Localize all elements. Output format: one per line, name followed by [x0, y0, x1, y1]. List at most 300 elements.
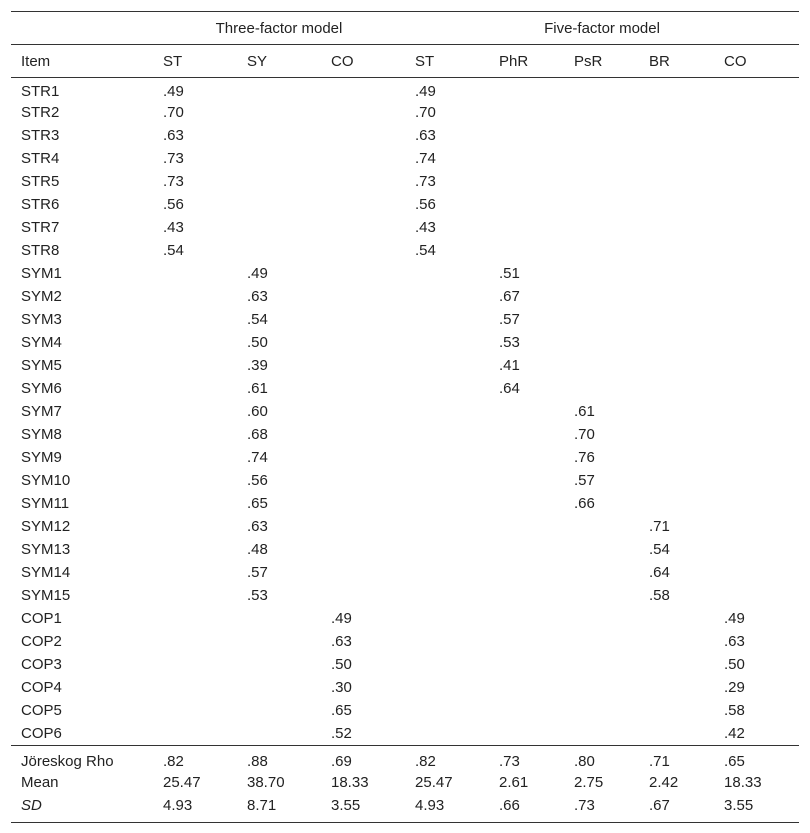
loading-cell	[405, 699, 489, 722]
loading-cell	[639, 400, 714, 423]
loading-cell	[639, 630, 714, 653]
loading-cell	[639, 699, 714, 722]
loading-cell	[405, 469, 489, 492]
column-header-five-st: ST	[415, 52, 435, 70]
loading-cell	[714, 285, 799, 308]
loading-cell	[714, 446, 799, 469]
group-header-row	[11, 12, 799, 45]
loading-cell: .52	[331, 725, 352, 742]
loading-cell	[714, 216, 799, 239]
loading-cell: .70	[574, 426, 595, 443]
table-row	[11, 515, 799, 538]
table-row	[11, 331, 799, 354]
loading-cell: .73	[163, 173, 184, 190]
loading-cell: .54	[163, 242, 184, 259]
loading-cell: .71	[649, 518, 670, 535]
loading-cell	[564, 377, 639, 400]
loading-cell: .57	[574, 472, 595, 489]
table-row	[11, 262, 799, 285]
loading-cell	[489, 515, 564, 538]
item-label-cell: COP3	[21, 656, 62, 673]
stat-value-cell: 4.93	[163, 797, 193, 814]
loading-cell	[714, 423, 799, 446]
loading-cell	[321, 446, 405, 469]
loading-cell: .63	[724, 633, 745, 650]
loading-cell	[321, 101, 405, 124]
loading-cell	[489, 216, 564, 239]
loading-cell: .43	[163, 219, 184, 236]
stat-value-cell: .65	[724, 752, 745, 770]
loading-cell	[405, 630, 489, 653]
loading-cell	[321, 492, 405, 515]
loading-cell	[489, 630, 564, 653]
table-row	[11, 400, 799, 423]
group-header-blank	[11, 12, 153, 45]
table-row	[11, 722, 799, 746]
loading-cell	[489, 584, 564, 607]
group-header-five-factor: Five-factor model	[544, 19, 660, 37]
loading-cell	[489, 676, 564, 699]
loading-cell	[564, 515, 639, 538]
stat-value-cell: .67	[649, 797, 670, 814]
loading-cell	[321, 308, 405, 331]
loading-cell	[489, 170, 564, 193]
loading-cell	[714, 515, 799, 538]
loading-cell	[639, 170, 714, 193]
loading-cell	[639, 446, 714, 469]
loading-cell	[321, 515, 405, 538]
loading-cell	[405, 538, 489, 561]
stat-value-cell: 2.61	[499, 774, 529, 791]
loading-cell	[321, 538, 405, 561]
item-label-cell: COP5	[21, 702, 62, 719]
loading-cell	[405, 423, 489, 446]
loading-cell: .49	[724, 610, 745, 627]
item-label-cell: STR3	[21, 127, 60, 144]
stat-value-cell: 3.55	[724, 797, 754, 814]
table-row	[11, 469, 799, 492]
loading-cell	[321, 78, 405, 102]
table-row	[11, 193, 799, 216]
loading-cell	[153, 331, 237, 354]
item-label-cell: STR4	[21, 150, 60, 167]
stat-label-cell: Mean	[21, 774, 59, 791]
table-body	[11, 78, 799, 746]
loading-cell	[564, 193, 639, 216]
stat-label-cell: Jöreskog Rho	[21, 752, 114, 770]
table-row	[11, 538, 799, 561]
item-label-cell: STR1	[21, 82, 60, 100]
loading-cell	[489, 101, 564, 124]
stat-value-cell: .69	[331, 752, 352, 770]
loading-cell	[639, 377, 714, 400]
stat-row-rho	[11, 746, 799, 772]
loading-cell: .30	[331, 679, 352, 696]
loading-cell	[564, 538, 639, 561]
item-label-cell: SYM13	[21, 541, 71, 558]
loading-cell: .49	[247, 265, 268, 282]
loading-cell	[639, 607, 714, 630]
loading-cell: .39	[247, 357, 268, 374]
item-label-cell: SYM8	[21, 426, 62, 443]
loading-cell: .58	[724, 702, 745, 719]
column-header-three-sy: SY	[247, 52, 268, 70]
table-row	[11, 124, 799, 147]
loading-cell	[321, 170, 405, 193]
loading-cell: .54	[415, 242, 436, 259]
loading-cell	[639, 78, 714, 102]
loading-cell	[564, 170, 639, 193]
loading-cell	[714, 308, 799, 331]
item-label-cell: SYM5	[21, 357, 62, 374]
stat-row-sd	[11, 794, 799, 823]
loading-cell	[489, 78, 564, 102]
table-row	[11, 653, 799, 676]
loading-cell: .63	[415, 127, 436, 144]
item-label-cell: SYM3	[21, 311, 62, 328]
loading-cell	[489, 423, 564, 446]
loading-cell	[237, 170, 321, 193]
loading-cell	[489, 147, 564, 170]
loading-cell: .56	[415, 196, 436, 213]
loading-cell: .50	[247, 334, 268, 351]
loading-cell	[564, 607, 639, 630]
item-label-cell: SYM12	[21, 518, 71, 535]
loading-cell	[714, 354, 799, 377]
loading-cell: .48	[247, 541, 268, 558]
loading-cell	[639, 216, 714, 239]
loading-cell	[237, 607, 321, 630]
loading-cell	[153, 538, 237, 561]
loading-cell	[405, 515, 489, 538]
loading-cell	[321, 124, 405, 147]
loading-cell: .73	[163, 150, 184, 167]
item-label-cell: COP4	[21, 679, 62, 696]
table-row	[11, 101, 799, 124]
stat-value-cell: 18.33	[724, 774, 762, 791]
loading-cell	[153, 699, 237, 722]
stat-value-cell: .73	[499, 752, 520, 770]
loading-cell	[639, 492, 714, 515]
loading-cell: .63	[163, 127, 184, 144]
loading-cell	[405, 400, 489, 423]
loading-cell	[714, 124, 799, 147]
loading-cell	[321, 193, 405, 216]
table-row	[11, 216, 799, 239]
loading-cell: .67	[499, 288, 520, 305]
loading-cell	[405, 308, 489, 331]
loading-cell: .61	[574, 403, 595, 420]
loading-cell	[639, 331, 714, 354]
loading-cell: .56	[247, 472, 268, 489]
loading-cell	[405, 285, 489, 308]
loading-cell	[153, 653, 237, 676]
loading-cell: .42	[724, 725, 745, 742]
table-row	[11, 446, 799, 469]
loading-cell: .56	[163, 196, 184, 213]
stat-value-cell: .88	[247, 752, 268, 770]
loading-cell	[564, 653, 639, 676]
loading-cell: .63	[247, 518, 268, 535]
loading-cell: .41	[499, 357, 520, 374]
loading-cell	[489, 607, 564, 630]
loading-cell	[489, 699, 564, 722]
item-label-cell: STR2	[21, 104, 60, 121]
item-label-cell: COP1	[21, 610, 62, 627]
column-header-row	[11, 45, 799, 78]
loading-cell	[639, 469, 714, 492]
loading-cell	[153, 262, 237, 285]
loading-cell: .29	[724, 679, 745, 696]
loading-cell	[237, 699, 321, 722]
loading-cell: .64	[499, 380, 520, 397]
loading-cell	[321, 584, 405, 607]
loading-cell	[237, 78, 321, 102]
loading-cell: .51	[499, 265, 520, 282]
loading-cell	[714, 78, 799, 102]
loading-cell	[153, 630, 237, 653]
item-label-cell: SYM7	[21, 403, 62, 420]
column-header-three-co: CO	[331, 52, 354, 70]
table-row	[11, 170, 799, 193]
loading-cell	[237, 101, 321, 124]
table-row	[11, 630, 799, 653]
loading-cell: .50	[331, 656, 352, 673]
loading-cell: .76	[574, 449, 595, 466]
column-header-five-phr: PhR	[499, 52, 529, 70]
stat-value-cell: .73	[574, 797, 595, 814]
item-label-cell: STR7	[21, 219, 60, 236]
loading-cell	[714, 469, 799, 492]
item-label-cell: SYM6	[21, 380, 62, 397]
loading-cell	[321, 262, 405, 285]
column-header-five-psr: PsR	[574, 52, 603, 70]
loading-cell: .57	[247, 564, 268, 581]
loading-cell	[489, 653, 564, 676]
loading-cell	[321, 469, 405, 492]
loading-cell: .66	[574, 495, 595, 512]
factor-loadings-table-container	[11, 11, 799, 823]
loading-cell	[237, 147, 321, 170]
loading-cell	[237, 653, 321, 676]
loading-cell: .49	[163, 82, 184, 100]
table-row	[11, 423, 799, 446]
loading-cell	[714, 400, 799, 423]
loading-cell	[564, 216, 639, 239]
stat-value-cell: 3.55	[331, 797, 361, 814]
stat-row-mean	[11, 771, 799, 794]
loading-cell	[564, 239, 639, 262]
stat-value-cell: 25.47	[415, 774, 453, 791]
loading-cell	[405, 653, 489, 676]
loading-cell	[714, 239, 799, 262]
loading-cell	[153, 561, 237, 584]
loading-cell	[564, 676, 639, 699]
loading-cell	[153, 446, 237, 469]
stat-value-cell: 8.71	[247, 797, 277, 814]
loading-cell	[153, 469, 237, 492]
item-label-cell: SYM1	[21, 265, 62, 282]
loading-cell	[564, 630, 639, 653]
factor-loadings-table	[11, 11, 799, 823]
table-row	[11, 239, 799, 262]
loading-cell	[321, 561, 405, 584]
loading-cell	[714, 331, 799, 354]
loading-cell	[489, 561, 564, 584]
loading-cell	[489, 492, 564, 515]
stat-value-cell: .80	[574, 752, 595, 770]
loading-cell	[639, 676, 714, 699]
loading-cell	[564, 699, 639, 722]
item-label-cell: SYM14	[21, 564, 71, 581]
loading-cell	[639, 308, 714, 331]
loading-cell	[321, 354, 405, 377]
loading-cell	[405, 492, 489, 515]
loading-cell	[639, 101, 714, 124]
loading-cell	[405, 354, 489, 377]
loading-cell	[639, 423, 714, 446]
loading-cell	[237, 630, 321, 653]
table-row	[11, 561, 799, 584]
loading-cell	[489, 722, 564, 746]
loading-cell	[321, 331, 405, 354]
loading-cell	[153, 722, 237, 746]
loading-cell: .49	[331, 610, 352, 627]
loading-cell	[639, 653, 714, 676]
loading-cell	[714, 561, 799, 584]
loading-cell	[321, 285, 405, 308]
loading-cell	[237, 216, 321, 239]
loading-cell	[564, 331, 639, 354]
loading-cell	[153, 377, 237, 400]
table-row	[11, 285, 799, 308]
stat-value-cell: 38.70	[247, 774, 285, 791]
table-row	[11, 607, 799, 630]
loading-cell: .53	[247, 587, 268, 604]
loading-cell: .68	[247, 426, 268, 443]
loading-cell: .58	[649, 587, 670, 604]
loading-cell	[321, 400, 405, 423]
loading-cell	[639, 193, 714, 216]
stat-value-cell: 2.75	[574, 774, 604, 791]
table-row	[11, 699, 799, 722]
loading-cell: .65	[247, 495, 268, 512]
loading-cell: .70	[163, 104, 184, 121]
item-label-cell: SYM4	[21, 334, 62, 351]
loading-cell	[153, 423, 237, 446]
loading-cell	[714, 170, 799, 193]
loading-cell	[153, 584, 237, 607]
stat-label-cell: SD	[21, 797, 42, 814]
loading-cell: .43	[415, 219, 436, 236]
loading-cell	[153, 285, 237, 308]
loading-cell	[639, 722, 714, 746]
loading-cell: .64	[649, 564, 670, 581]
loading-cell	[714, 262, 799, 285]
loading-cell	[639, 285, 714, 308]
loading-cell	[405, 607, 489, 630]
stat-value-cell: .66	[499, 797, 520, 814]
loading-cell	[153, 676, 237, 699]
column-header-three-st: ST	[163, 52, 183, 70]
column-header-five-br: BR	[649, 52, 670, 70]
loading-cell	[714, 538, 799, 561]
loading-cell	[564, 262, 639, 285]
loading-cell	[564, 147, 639, 170]
column-header-five-co: CO	[724, 52, 747, 70]
loading-cell	[321, 423, 405, 446]
loading-cell	[321, 377, 405, 400]
loading-cell: .74	[247, 449, 268, 466]
loading-cell	[153, 515, 237, 538]
loading-cell	[714, 492, 799, 515]
item-label-cell: SYM9	[21, 449, 62, 466]
loading-cell	[321, 239, 405, 262]
loading-cell	[714, 147, 799, 170]
loading-cell	[153, 492, 237, 515]
loading-cell	[237, 676, 321, 699]
item-label-cell: STR5	[21, 173, 60, 190]
loading-cell	[153, 400, 237, 423]
loading-cell	[564, 584, 639, 607]
loading-cell	[564, 101, 639, 124]
table-row	[11, 308, 799, 331]
loading-cell	[405, 331, 489, 354]
loading-cell	[714, 584, 799, 607]
loading-cell	[321, 147, 405, 170]
loading-cell	[489, 469, 564, 492]
loading-cell	[237, 193, 321, 216]
loading-cell: .74	[415, 150, 436, 167]
loading-cell	[489, 538, 564, 561]
loading-cell	[405, 584, 489, 607]
loading-cell: .57	[499, 311, 520, 328]
table-row	[11, 377, 799, 400]
table-row	[11, 147, 799, 170]
loading-cell: .53	[499, 334, 520, 351]
loading-cell	[564, 285, 639, 308]
item-label-cell: STR6	[21, 196, 60, 213]
item-label-cell: STR8	[21, 242, 60, 259]
loading-cell	[714, 377, 799, 400]
loading-cell: .50	[724, 656, 745, 673]
loading-cell	[564, 124, 639, 147]
loading-cell	[564, 308, 639, 331]
loading-cell	[405, 446, 489, 469]
stats-body	[11, 746, 799, 823]
loading-cell	[237, 239, 321, 262]
loading-cell	[153, 308, 237, 331]
loading-cell	[564, 561, 639, 584]
loading-cell: .73	[415, 173, 436, 190]
stat-value-cell: 4.93	[415, 797, 445, 814]
item-label-cell: SYM2	[21, 288, 62, 305]
loading-cell: .60	[247, 403, 268, 420]
loading-cell	[564, 78, 639, 102]
item-label-cell: SYM15	[21, 587, 71, 604]
column-header-item: Item	[21, 52, 51, 70]
loading-cell	[405, 676, 489, 699]
stat-value-cell: .82	[415, 752, 436, 770]
loading-cell	[639, 124, 714, 147]
loading-cell: .63	[247, 288, 268, 305]
item-label-cell: SYM10	[21, 472, 71, 489]
loading-cell	[237, 124, 321, 147]
loading-cell	[153, 607, 237, 630]
loading-cell	[405, 722, 489, 746]
item-label-cell: COP2	[21, 633, 62, 650]
loading-cell: .54	[649, 541, 670, 558]
